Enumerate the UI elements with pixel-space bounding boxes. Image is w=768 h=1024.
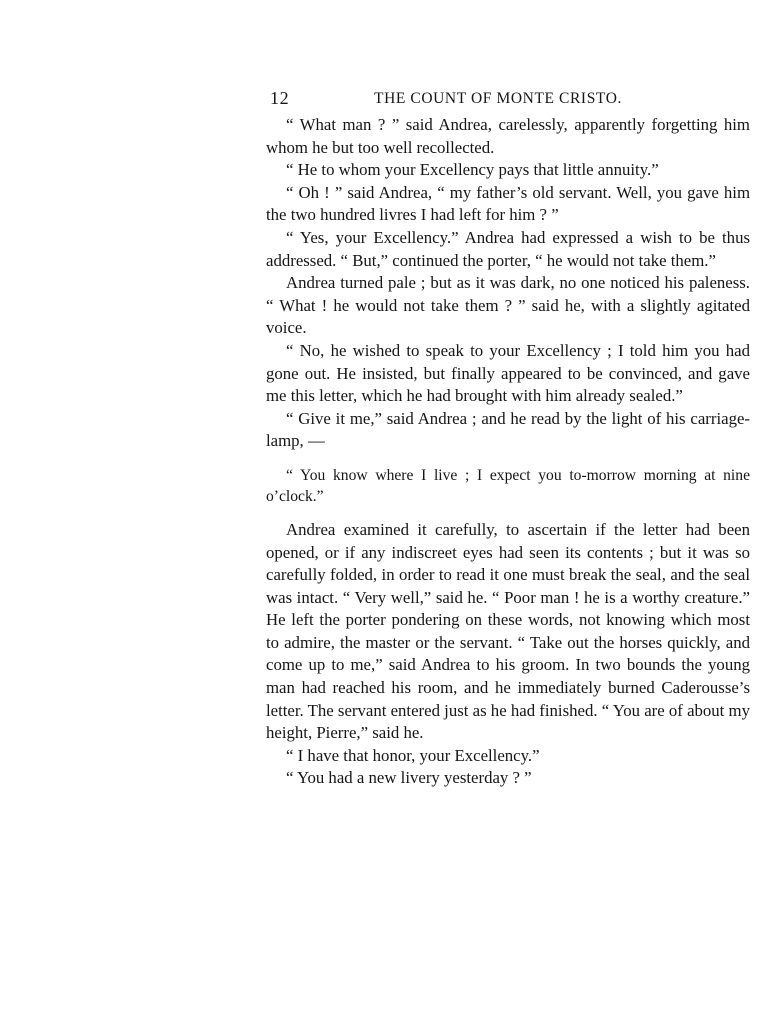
paragraph: “ Yes, your Excellency.” Andrea had expressed a wish to be thus addressed. “ But,” continued the porter, “ he would not take them.” xyxy=(266,227,750,270)
paragraph: “ You had a new livery yesterday ? ” xyxy=(286,768,532,788)
paragraph: “ No, he wished to speak to your Excellency ; I told him you had gone out. He insisted, but finally appeared to be convinced, and gave me this letter, which he had brought with him already sealed.” xyxy=(266,340,750,406)
book-page xyxy=(266,88,750,790)
paragraph: “ What man ? ” said Andrea, carelessly, apparently forgetting him whom he but too well recollected. xyxy=(266,115,750,157)
paragraph: “ Oh ! ” said Andrea, “ my father’s old servant. Well, you gave him the two hundred livres I had left for him ? ” xyxy=(266,182,750,225)
page-number: 12 xyxy=(270,88,290,108)
paragraph: Andrea examined it carefully, to ascertain if the letter had been opened, or if any indiscreet eyes had seen its contents ; but it was so carefully folded, in order to read it one must break the seal, and the seal was intact. “ Very well,” said he. “ Poor man ! he is a worthy creature.” He left the porter pondering on these words, not knowing which most to admire, the master or the servant. “ Take out the horses quickly, and come up to me,” said Andrea to his groom. In two bounds the young man had reached his room, and he immediately burned Caderousse’s letter. The servant entered just as he had finished. “ You are of about my height, Pierre,” said he. xyxy=(266,519,750,743)
paragraph: “ He to whom your Excellency pays that little annuity.” xyxy=(286,160,659,180)
page-header xyxy=(266,88,750,114)
paragraph: Andrea turned pale ; but as it was dark, no one noticed his paleness. “ What ! he would not take them ? ” said he, with a slightly agitated voice. xyxy=(266,273,750,338)
body-text xyxy=(266,114,750,453)
body-text-continued xyxy=(266,519,750,790)
paragraph: “ I have that honor, your Excellency.” xyxy=(286,745,540,765)
letter-text: “ You know where I live ; I expect you to-morrow morning at nine o’clock.” xyxy=(266,466,750,505)
letter-quote xyxy=(266,465,750,507)
paragraph: “ Give it me,” said Andrea ; and he read by the light of his carriage-lamp, — xyxy=(266,408,750,451)
running-title: THE COUNT OF MONTE CRISTO. xyxy=(374,90,622,107)
